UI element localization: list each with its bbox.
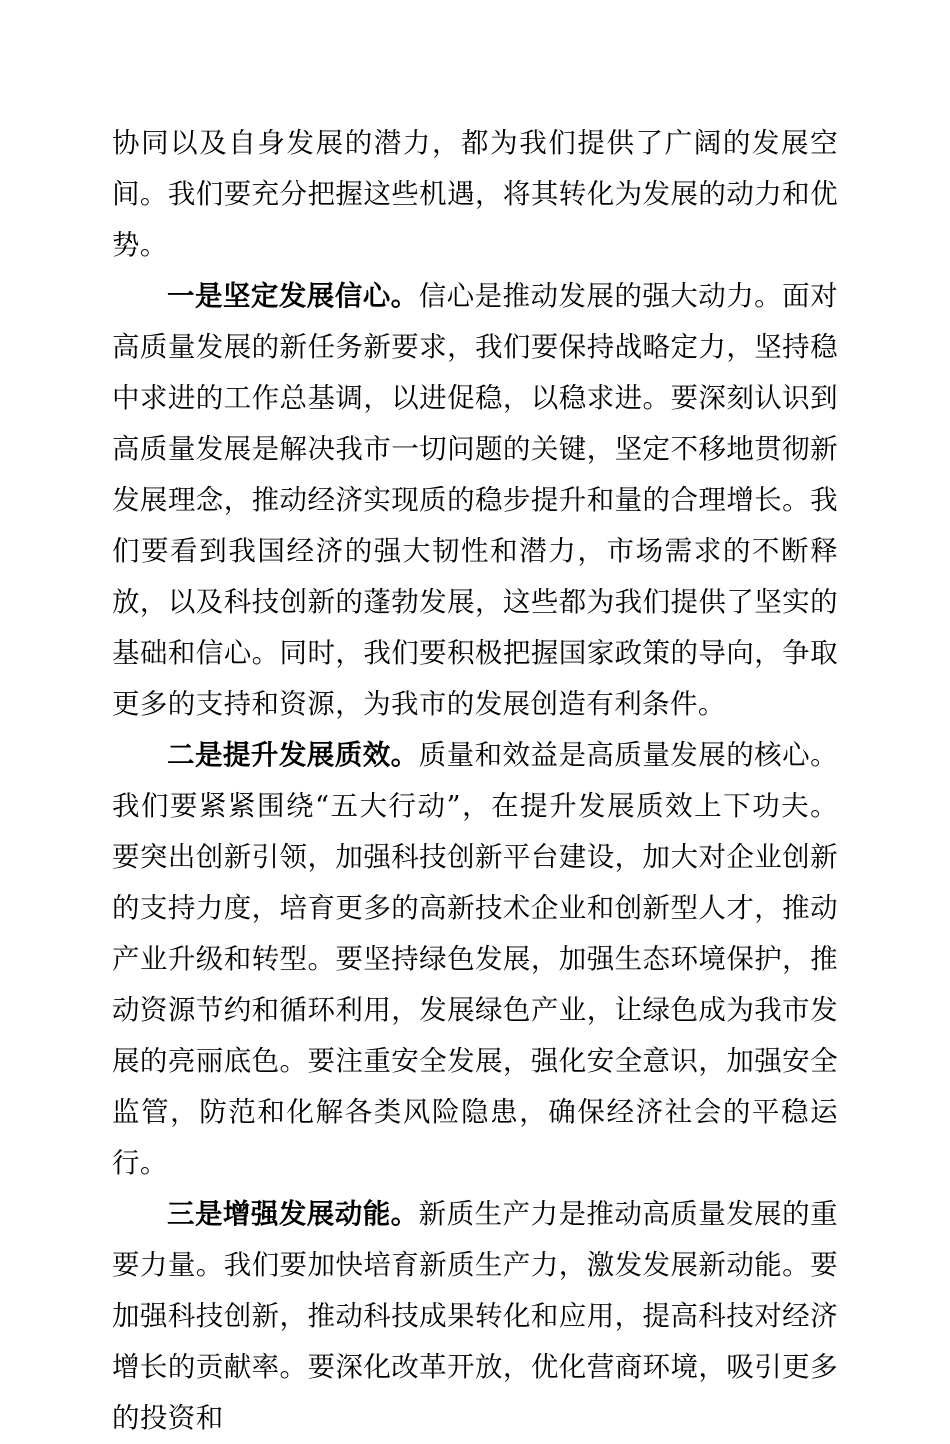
paragraph-1-text: 协同以及自身发展的潜力，都为我们提供了广阔的发展空间。我们要充分把握这些机遇，将其转化为发展的动力和优势。 [112, 127, 838, 261]
paragraph-2 [112, 271, 838, 730]
paragraph-2-lead: 一是坚定发展信心。 [167, 280, 419, 312]
paragraph-3-text: 质量和效益是高质量发展的核心。我们要紧紧围绕“五大行动”，在提升发展质效上下功夫。要突出创新引领，加强科技创新平台建设，加大对企业创新的支持力度，培育更多的高新技术企业和创新型人才，推动产业升级和转型。要坚持绿色发展，加强生态环境保护，推动资源节约和循环利用，发展绿色产业，让绿色成为我市发展的亮丽底色。要注重安全发展，强化安全意识，加强安全监管，防范和化解各类风险隐患，确保经济社会的平稳运行。 [112, 739, 839, 1179]
paragraph-1 [112, 118, 838, 271]
paragraph-3-lead: 二是提升发展质效。 [167, 739, 419, 771]
paragraph-4-text: 新质生产力是推动高质量发展的重要力量。我们要加快培育新质生产力，激发发展新动能。要加强科技创新，推动科技成果转化和应用，提高科技对经济增长的贡献率。要深化改革开放，优化营商环境，吸引更多的投资和 [112, 1198, 839, 1434]
paragraph-3 [112, 730, 838, 1189]
paragraph-4 [112, 1189, 838, 1444]
paragraph-4-lead: 三是增强发展动能。 [167, 1198, 419, 1230]
paragraph-2-text: 信心是推动发展的强大动力。面对高质量发展的新任务新要求，我们要保持战略定力，坚持稳中求进的工作总基调，以进促稳，以稳求进。要深刻认识到高质量发展是解决我市一切问题的关键，坚定不移地贯彻新发展理念，推动经济实现质的稳步提升和量的合理增长。我们要看到我国经济的强大韧性和潜力，市场需求的不断释放，以及科技创新的蓬勃发展，这些都为我们提供了坚实的基础和信心。同时，我们要积极把握国家政策的导向，争取更多的支持和资源，为我市的发展创造有利条件。 [112, 280, 839, 720]
document-body [112, 118, 838, 1444]
